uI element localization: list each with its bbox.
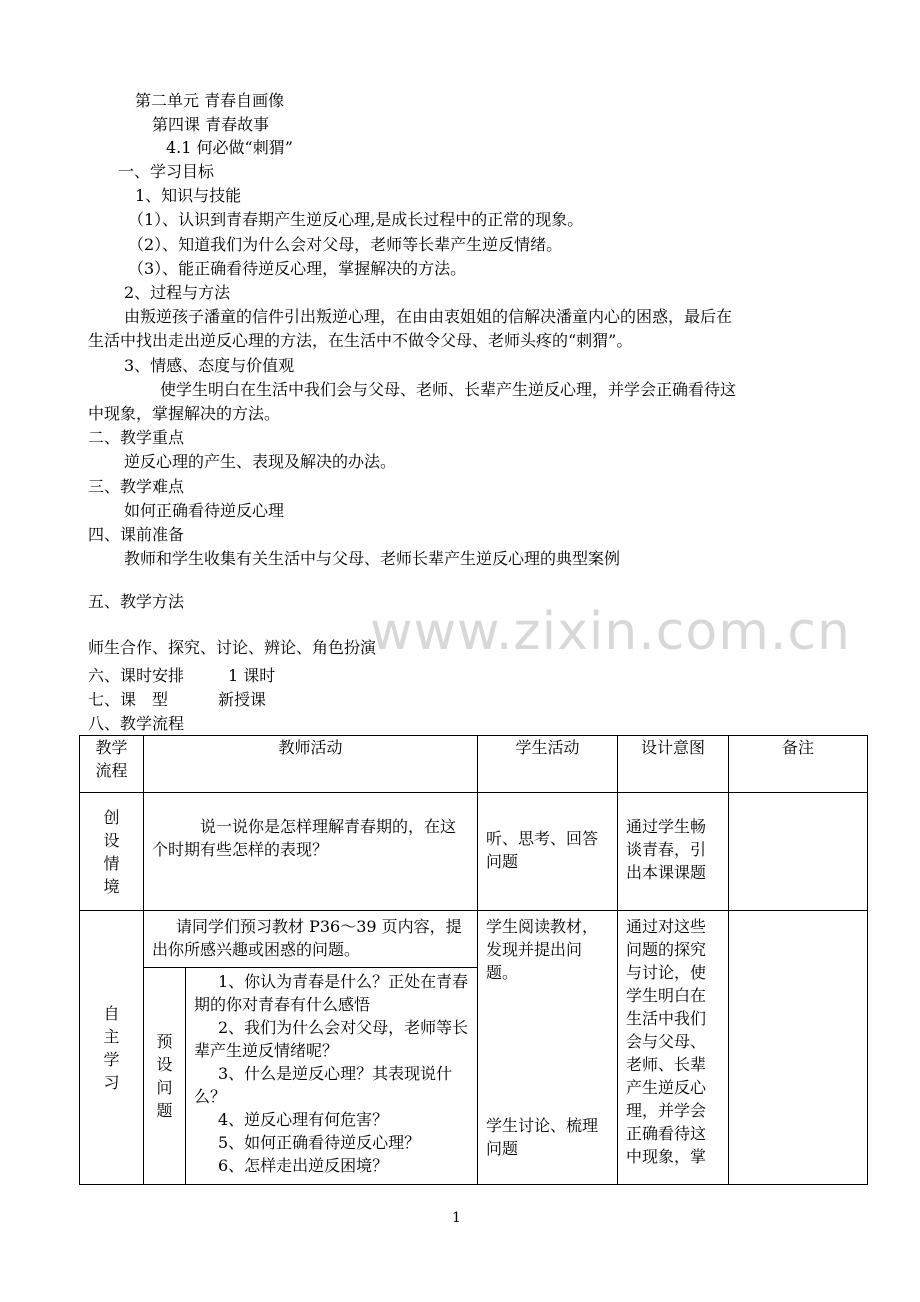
emotion-heading: 3、情感、态度与价值观 [124, 356, 295, 375]
emotion-text-line-2: 中现象，掌握解决的方法。 [88, 404, 281, 423]
design-intent-cell: 通过学生畅谈青春，引出本课课题 [618, 793, 729, 911]
list-item: 5、如何正确看待逆反心理？ [218, 1133, 421, 1153]
list-item: 2、我们为什么会对父母，老师等长辈产生逆反情绪呢？ [194, 1018, 469, 1061]
student-activity-cell: 学生阅读教材，发现并提出问题。 学生讨论、梳理问题 [478, 911, 618, 1185]
table-row [80, 793, 868, 911]
method-heading: 五、教学方法 [88, 592, 185, 611]
knowledge-heading: 1、知识与技能 [135, 186, 242, 205]
header-student-activity: 学生活动 [478, 736, 618, 793]
knowledge-item-1: （1）、认识到青春期产生逆反心理,是成长过程中的正常的现象。 [128, 210, 584, 229]
page-number: 1 [452, 1210, 461, 1226]
difficulty-heading: 三、教学难点 [88, 477, 185, 496]
section-title: 4.1 何必做“刺猬” [166, 138, 293, 157]
lesson-title: 第四课 青春故事 [152, 115, 270, 134]
preparation-text: 教师和学生收集有关生活中与父母、老师长辈产生逆反心理的典型案例 [124, 549, 621, 568]
header-stage: 教学流程 [80, 736, 144, 793]
header-design-intent: 设计意图 [618, 736, 729, 793]
lesson-type-label: 七、课 型 [88, 690, 169, 709]
emotion-text-line-1: 使学生明白在生活中我们会与父母、老师、长辈产生逆反心理，并学会正确看待这 [160, 380, 737, 399]
key-points-heading: 二、教学重点 [88, 428, 185, 447]
knowledge-item-3: （3）、能正确看待逆反心理，掌握解决的方法。 [128, 259, 467, 278]
stage-cell: 自主学习 [80, 911, 144, 1185]
method-text: 师生合作、探究、讨论、辨论、角色扮演 [88, 638, 377, 657]
teacher-activity-cell: 说一说你是怎样理解青春期的，在这个时期有些怎样的表现？ [144, 793, 478, 911]
process-text-line-2: 生活中找出走出逆反心理的方法，在生活中不做令父母、老师头疼的“刺猬”。 [88, 331, 633, 350]
preset-label-cell: 预设问题 [144, 968, 186, 1185]
difficulty-text: 如何正确看待逆反心理 [124, 501, 285, 520]
student-activity-cell: 听、思考、回答问题 [478, 793, 618, 911]
objectives-heading: 一、学习目标 [118, 162, 215, 181]
process-flow-heading: 八、教学流程 [88, 714, 185, 733]
table-row [80, 911, 868, 968]
list-item: 6、怎样走出逆反困境？ [218, 1156, 389, 1176]
preparation-heading: 四、课前准备 [88, 525, 185, 544]
process-text-line-1: 由叛逆孩子潘童的信件引出叛逆心理，在由由衷姐姐的信解决潘童内心的困惑，最后在 [124, 307, 733, 326]
notes-cell [729, 793, 868, 911]
knowledge-item-2: （2）、知道我们为什么会对父母，老师等长辈产生逆反情绪。 [128, 235, 563, 254]
process-heading: 2、过程与方法 [124, 283, 231, 302]
stage-cell: 创设情境 [80, 793, 144, 911]
schedule-value: 1 课时 [228, 666, 276, 685]
table-header-row [80, 736, 868, 793]
preset-questions-cell [186, 968, 478, 1185]
lesson-type-value: 新授课 [218, 690, 267, 709]
notes-cell [729, 911, 868, 1185]
teacher-activity-intro: 请同学们预习教材 P36～39 页内容，提出你所感兴趣或困惑的问题。 [144, 911, 478, 968]
design-intent-cell: 通过对这些问题的探究与讨论，使学生明白在生活中我们会与父母、老师、长辈产生逆反心理，并学会正确看待这中现象，掌 [618, 911, 729, 1185]
schedule-label: 六、课时安排 [88, 666, 185, 685]
list-item: 1、你认为青春是什么？正处在青春期的你对青春有什么感悟 [194, 972, 469, 1015]
list-item: 3、什么是逆反心理？其表现说什么？ [194, 1064, 453, 1107]
teaching-flow-table [79, 735, 868, 1185]
key-points-text: 逆反心理的产生、表现及解决的办法。 [124, 452, 397, 471]
list-item: 4、逆反心理有何危害？ [218, 1110, 389, 1130]
header-teacher-activity: 教师活动 [144, 736, 478, 793]
unit-title: 第二单元 青春自画像 [135, 91, 285, 110]
header-notes: 备注 [729, 736, 868, 793]
watermark: www.zixin.com.cn [370, 602, 851, 662]
